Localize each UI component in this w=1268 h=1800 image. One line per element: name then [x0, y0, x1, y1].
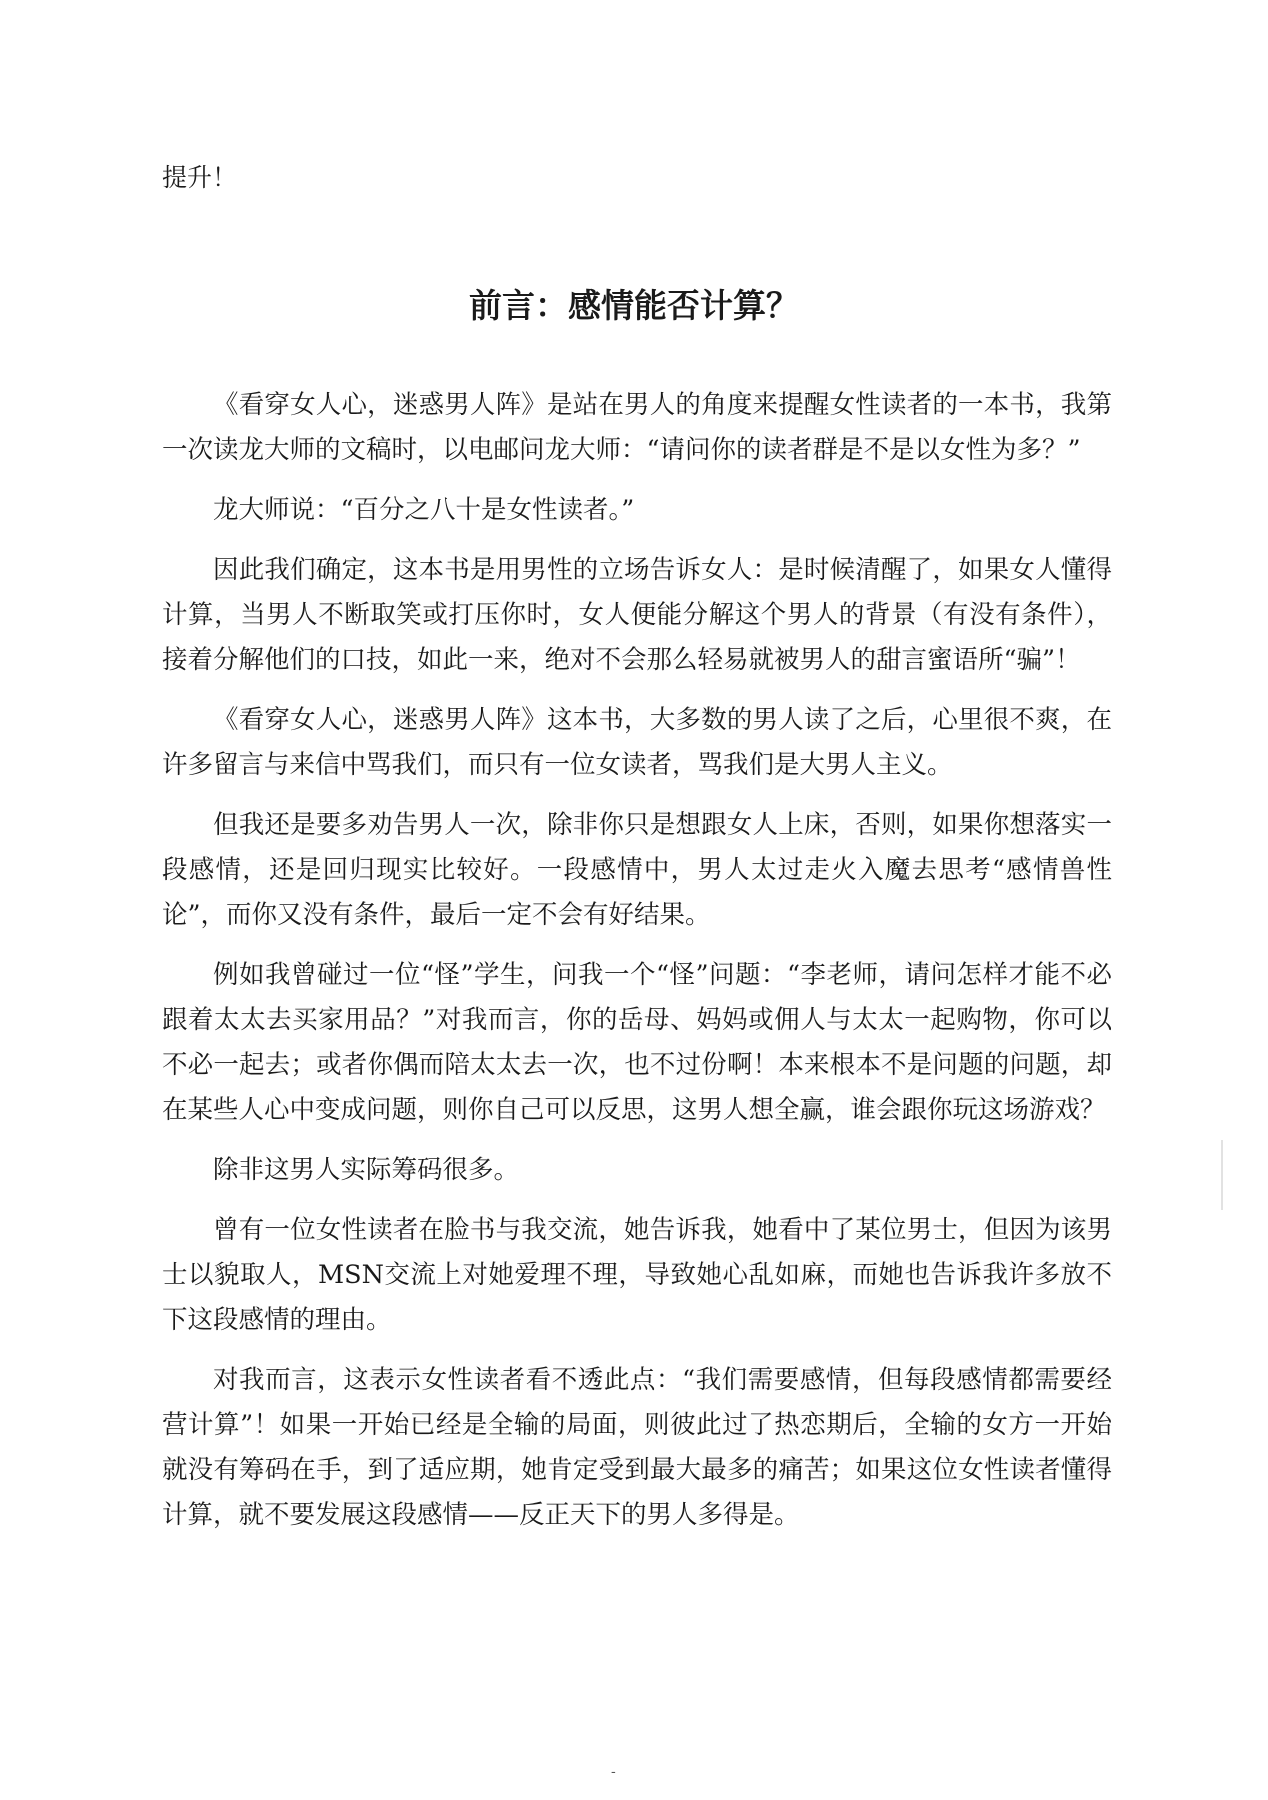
- page-number-mark: -: [611, 1764, 616, 1780]
- paragraph: 除非这男人实际筹码很多。: [213, 1155, 520, 1185]
- paragraph: 因此我们确定，这本书是用男性的立场告诉女人：是时候清醒了，如果女人懂得计算，当男人不断取笑或打压你时，女人便能分解这个男人的背景（有没有条件），接着分解他们的口技，如此一来，绝对不会那么轻易就被男人的甜言蜜语所“骗”！: [162, 555, 1112, 675]
- chapter-heading: 前言：感情能否计算？: [469, 286, 799, 325]
- paragraph: 但我还是要多劝告男人一次，除非你只是想跟女人上床，否则，如果你想落实一段感情，还是回归现实比较好。一段感情中，男人太过走火入魔去思考“感情兽性论”，而你又没有条件，最后一定不会有好结果。: [162, 810, 1112, 930]
- body-text: [162, 383, 1112, 1553]
- paragraph: 《看穿女人心，迷惑男人阵》这本书，大多数的男人读了之后，心里很不爽，在许多留言与来信中骂我们，而只有一位女读者，骂我们是大男人主义。: [162, 705, 1112, 780]
- scan-edge-mark: [1221, 1140, 1223, 1210]
- paragraph: 对我而言，这表示女性读者看不透此点：“我们需要感情，但每段感情都需要经营计算”！如果一开始已经是全输的局面，则彼此过了热恋期后，全输的女方一开始就没有筹码在手，到了适应期，她肯定受到最大最多的痛苦；如果这位女性读者懂得计算，就不要发展这段感情——反正天下的男人多得是。: [162, 1365, 1112, 1530]
- paragraph: 《看穿女人心，迷惑男人阵》是站在男人的角度来提醒女性读者的一本书，我第一次读龙大师的文稿时，以电邮问龙大师：“请问你的读者群是不是以女性为多？”: [162, 390, 1112, 465]
- paragraph: 曾有一位女性读者在脸书与我交流，她告诉我，她看中了某位男士，但因为该男士以貌取人，MSN交流上对她爱理不理，导致她心乱如麻，而她也告诉我许多放不下这段感情的理由。: [162, 1215, 1112, 1335]
- paragraph: 例如我曾碰过一位“怪”学生，问我一个“怪”问题：“李老师，请问怎样才能不必跟着太太去买家用品？”对我而言，你的岳母、妈妈或佣人与太太一起购物，你可以不必一起去；或者你偶而陪太太去一次，也不过份啊！本来根本不是问题的问题，却在某些人心中变成问题，则你自己可以反思，这男人想全赢，谁会跟你玩这场游戏？: [162, 960, 1112, 1125]
- paragraph: 龙大师说：“百分之八十是女性读者。”: [213, 495, 635, 525]
- carry-over-text: 提升！: [162, 163, 238, 192]
